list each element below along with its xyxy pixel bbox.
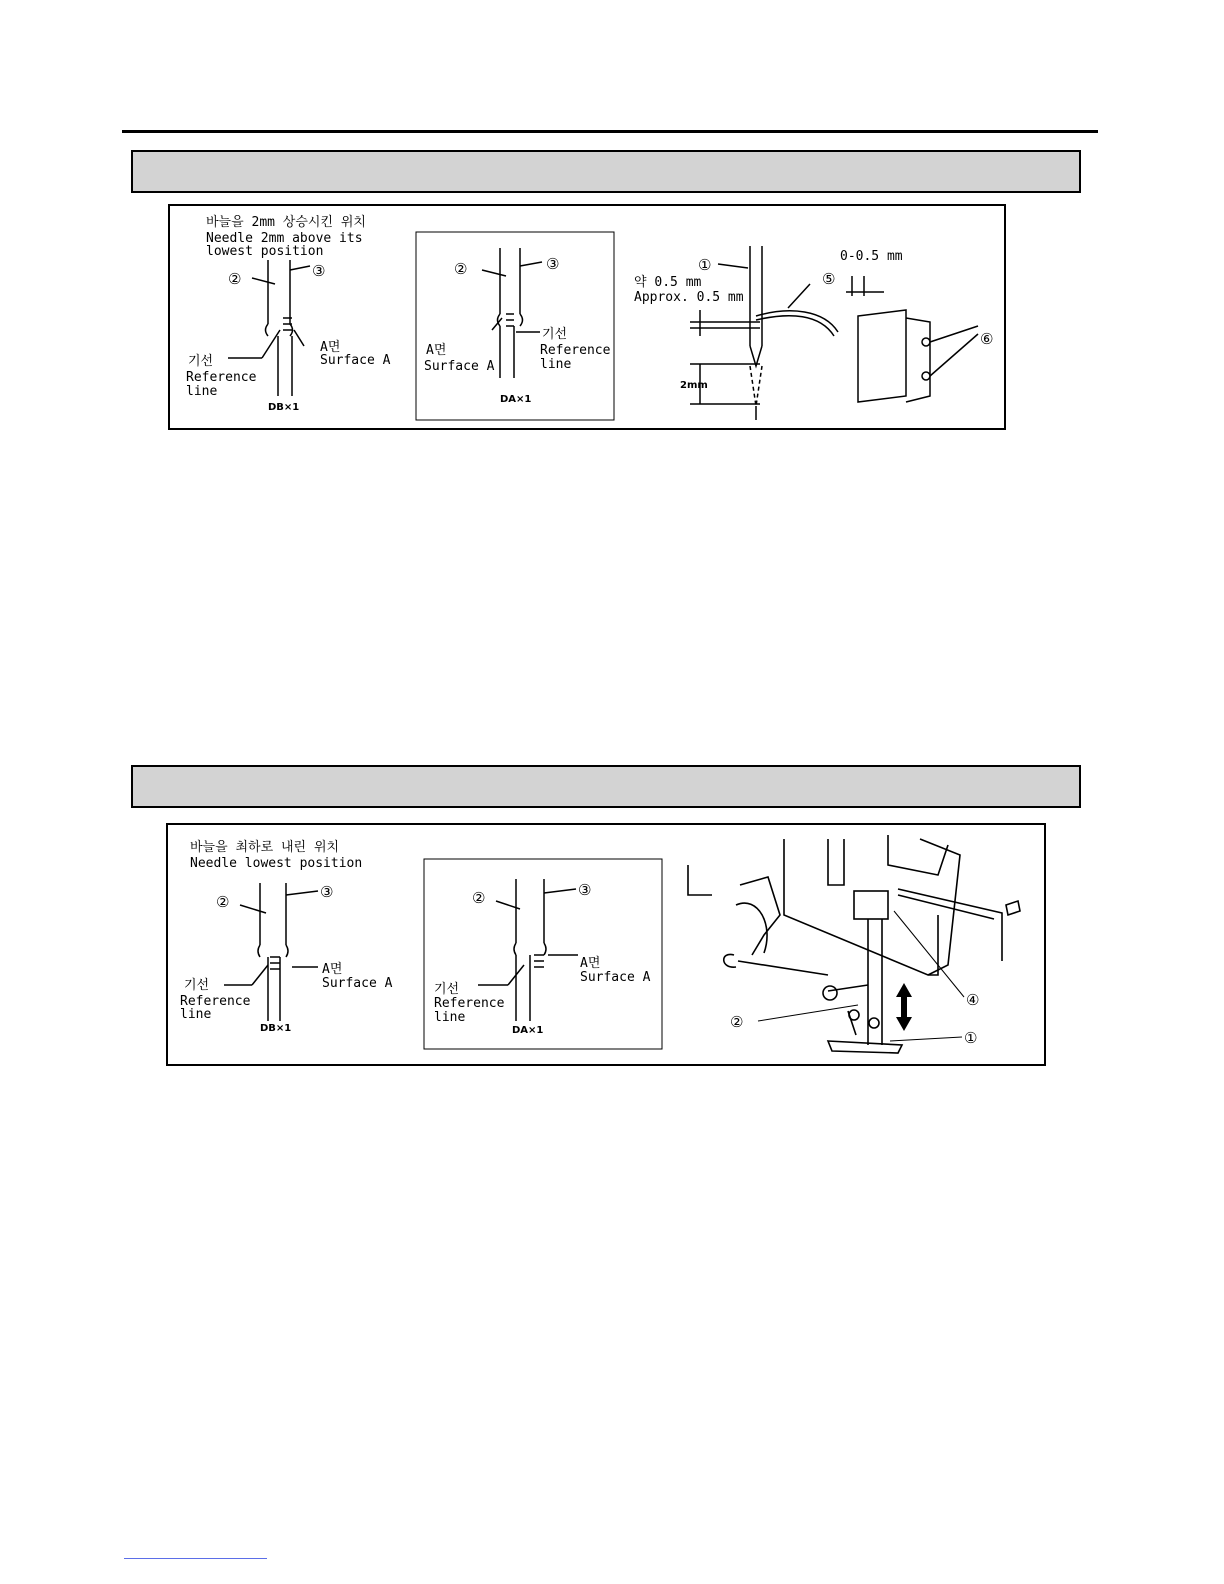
- da-surf-en: Surface A: [424, 359, 495, 374]
- ref-ko: 기선: [188, 354, 214, 369]
- da-ref-en-2: line: [540, 357, 572, 372]
- top-rule: [122, 130, 1098, 133]
- db2-ref-en-2: line: [180, 1007, 212, 1022]
- db2-surf-en: Surface A: [322, 976, 393, 991]
- da-surf-ko: A면: [426, 343, 447, 358]
- db2-label: DB×1: [260, 1023, 292, 1034]
- callout-2: ②: [228, 270, 242, 288]
- db2-callout-2: ②: [216, 893, 230, 911]
- callout-3: ③: [312, 262, 326, 280]
- fig2-callout-4: ④: [966, 991, 980, 1009]
- figure-needle-lowest: [166, 823, 1046, 1066]
- up-down-arrow-icon: [896, 983, 912, 1031]
- db-label: DB×1: [268, 402, 300, 413]
- da2-ref-ko: 기선: [434, 982, 460, 997]
- da2-surf-ko: A면: [580, 956, 601, 971]
- da2-ref-en-2: line: [434, 1010, 466, 1025]
- db2-callout-3: ③: [320, 883, 334, 901]
- da-ref-ko: 기선: [542, 327, 568, 342]
- hook-callout-5: ⑤: [822, 270, 836, 288]
- needle-callout-1: ①: [698, 256, 712, 274]
- gap-label: 0-0.5 mm: [840, 249, 903, 264]
- section-header-bar-2: [131, 765, 1081, 808]
- fig2-callout-2: ②: [730, 1013, 744, 1031]
- fig2-callout-1: ①: [964, 1029, 978, 1047]
- figure-2-drawing: [168, 825, 1048, 1068]
- da2-surf-en: Surface A: [580, 970, 651, 985]
- surf-ko: A면: [320, 340, 341, 355]
- caption2-ko: 바늘을 최하로 내린 위치: [190, 840, 340, 855]
- screw-callout-6: ⑥: [980, 330, 994, 348]
- da-inset-box: [416, 232, 614, 420]
- figure-needle-2mm: [168, 204, 1006, 430]
- da-callout-2: ②: [454, 260, 468, 278]
- two-mm-label: 2mm: [680, 380, 708, 391]
- caption-en-1: Needle 2mm above its: [206, 231, 363, 246]
- da-label: DA×1: [500, 394, 532, 405]
- da-ref-en-1: Reference: [540, 343, 611, 358]
- db2-surf-ko: A면: [322, 962, 343, 977]
- approx-en: Approx. 0.5 mm: [634, 290, 744, 305]
- da-callout-3: ③: [546, 255, 560, 273]
- da2-label: DA×1: [512, 1025, 544, 1036]
- footer-rule: [124, 1558, 267, 1559]
- surf-en: Surface A: [320, 353, 391, 368]
- ref-en-1: Reference: [186, 370, 257, 385]
- da2-ref-en-1: Reference: [434, 996, 505, 1011]
- caption2-en: Needle lowest position: [190, 856, 363, 871]
- caption-ko: 바늘을 2mm 상승시킨 위치: [206, 215, 366, 230]
- needle-hook-diagram: [690, 246, 838, 420]
- db2-ref-ko: 기선: [184, 978, 210, 993]
- figure-1-drawing: [170, 206, 1008, 432]
- db2-ref-en-1: Reference: [180, 994, 251, 1009]
- hook-guard-diagram: [846, 276, 978, 402]
- approx-ko: 약 0.5 mm: [634, 275, 702, 290]
- da2-callout-3: ③: [578, 881, 592, 899]
- ref-en-2: line: [186, 384, 218, 399]
- da2-callout-2: ②: [472, 889, 486, 907]
- caption-en-2: lowest position: [206, 244, 324, 259]
- section-header-bar-1: [131, 150, 1081, 193]
- fig2-leaders: [758, 911, 964, 1041]
